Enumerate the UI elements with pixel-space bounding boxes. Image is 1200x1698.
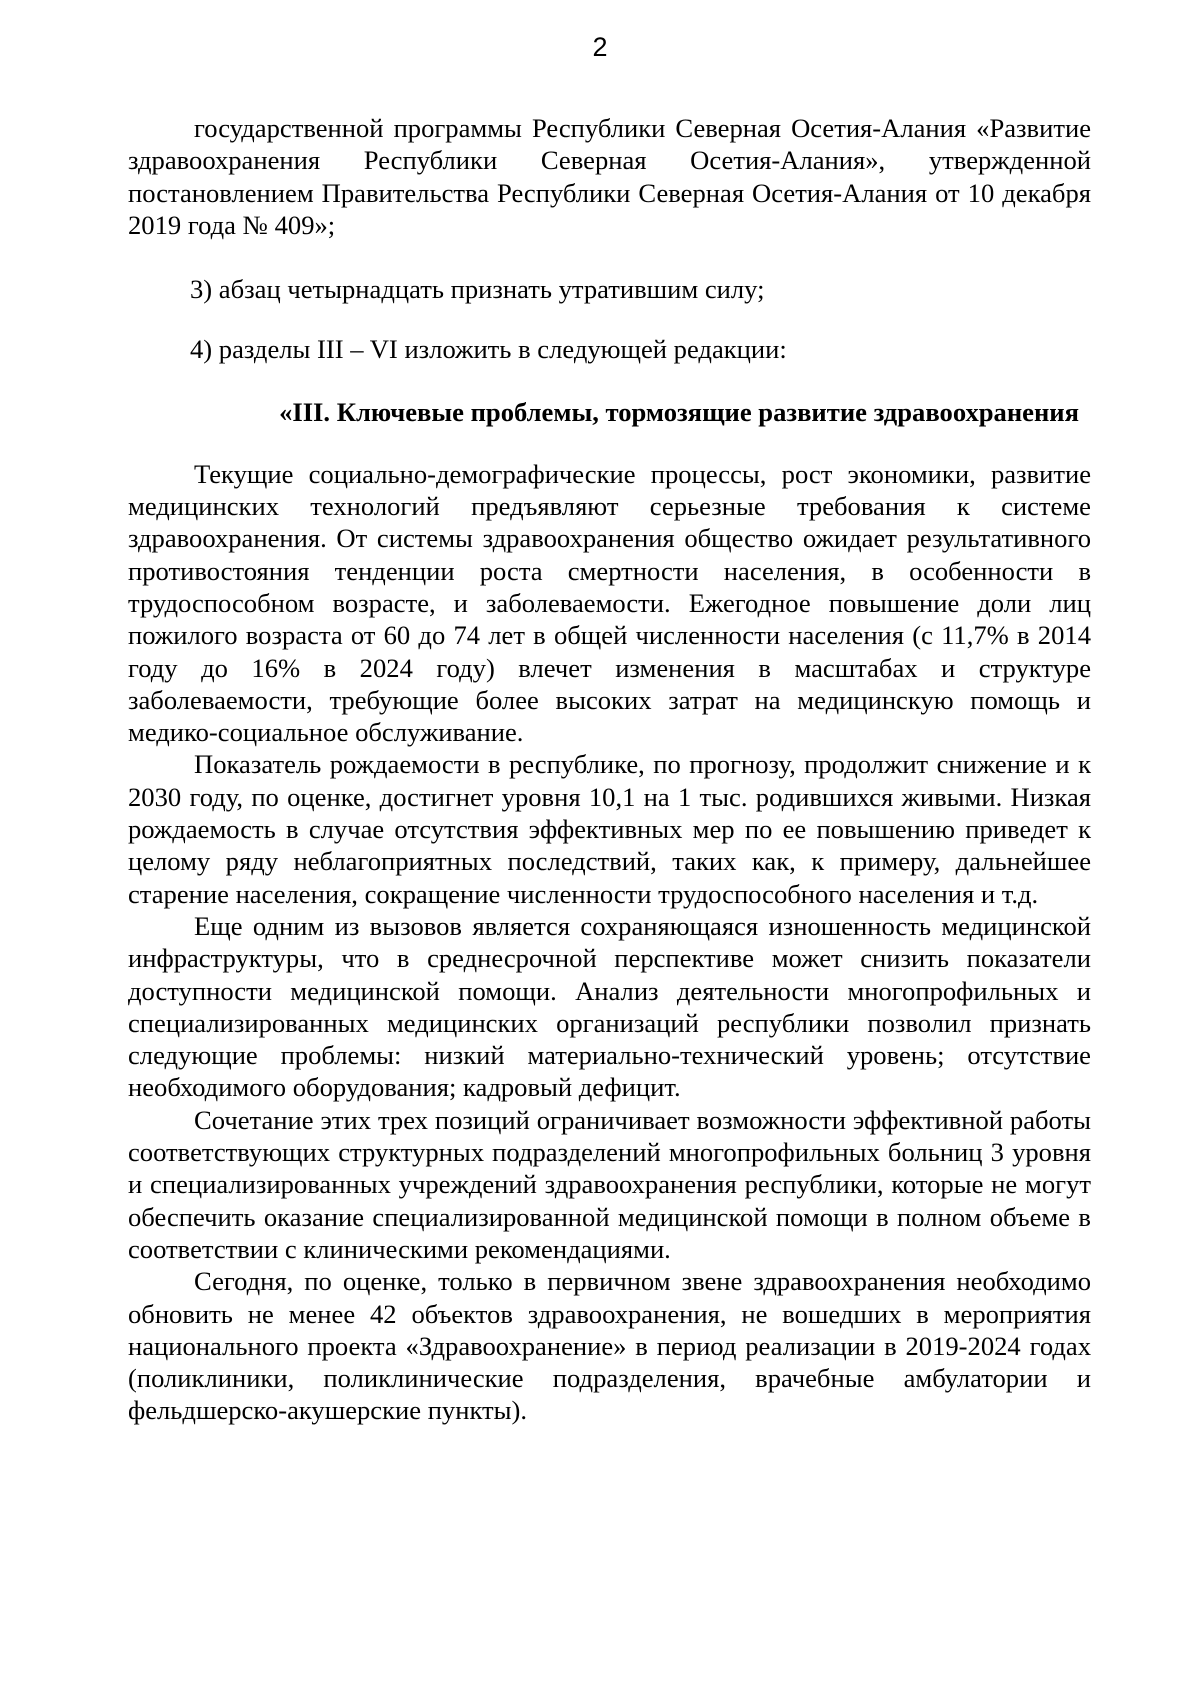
body-paragraph-1: Текущие социально-демографические процессы, рост экономики, развитие медицинских технологий предъявляют серьезные требования к системе здравоохранения. От системы здравоохранения общество ожидает результативного противостояния тенденции роста смертности населения, в особенности в трудоспособном возрасте, и заболеваемости. Ежегодное повышение доли лиц пожилого возраста от 60 до 74 лет в общей численности населения (с 11,7% в 2014 году до 16% в 2024 году) влечет изменения в масштабах и структуре заболеваемости, требующие более высоких затрат на медицинскую помощь и медико-социальное обслуживание. — [128, 458, 1091, 748]
body-paragraph-2: Показатель рождаемости в республике, по прогнозу, продолжит снижение и к 2030 году, по оценке, достигнет уровня 10,1 на 1 тыс. родившихся живыми. Низкая рождаемость в случае отсутствия эффективных мер по ее повышению приведет к целому ряду неблагоприятных последствий, таких как, к примеру, дальнейшее старение населения, сокращение численности трудоспособного населения и т.д. — [128, 749, 1091, 909]
body-paragraph-4: Сочетание этих трех позиций ограничивает возможности эффективной работы соответствующих структурных подразделений многопрофильных больниц 3 уровня и специализированных учреждений здравоохранения республики, которые не могут обеспечить оказание специализированной медицинской помощи в полном объеме в соответствии с клиническими рекомендациями. — [128, 1104, 1091, 1264]
list-item-3: 3) абзац четырнадцать признать утратившим силу; — [190, 274, 765, 305]
section-heading: «III. Ключевые проблемы, тормозящие развитие здравоохранения — [279, 396, 1079, 427]
document-body — [128, 112, 1091, 1427]
body-paragraph-5: Сегодня, по оценке, только в первичном звене здравоохранения необходимо обновить не менее 42 объектов здравоохранения, не вошедших в мероприятия национального проекта «Здравоохранение» в период реализации в 2019-2024 годах (поликлиники, поликлинические подразделения, врачебные амбулатории и фельдшерско-акушерские пункты). — [128, 1266, 1091, 1426]
intro-paragraph: государственной программы Республики Северная Осетия-Алания «Развитие здравоохранения Республики Северная Осетия-Алания», утвержденной постановлением Правительства Республики Северная Осетия-Алания от 10 декабря 2019 года № 409»; — [128, 113, 1091, 240]
body-paragraph-3: Еще одним из вызовов является сохраняющаяся изношенность медицинской инфраструктуры, что в среднесрочной перспективе может снизить показатели доступности медицинской помощи. Анализ деятельности многопрофильных и специализированных медицинских организаций республики позволил признать следующие проблемы: низкий материально-технический уровень; отсутствие необходимого оборудования; кадровый дефицит. — [128, 910, 1091, 1103]
page-number: 2 — [592, 32, 608, 62]
list-item-4: 4) разделы III – VI изложить в следующей редакции: — [190, 334, 787, 365]
